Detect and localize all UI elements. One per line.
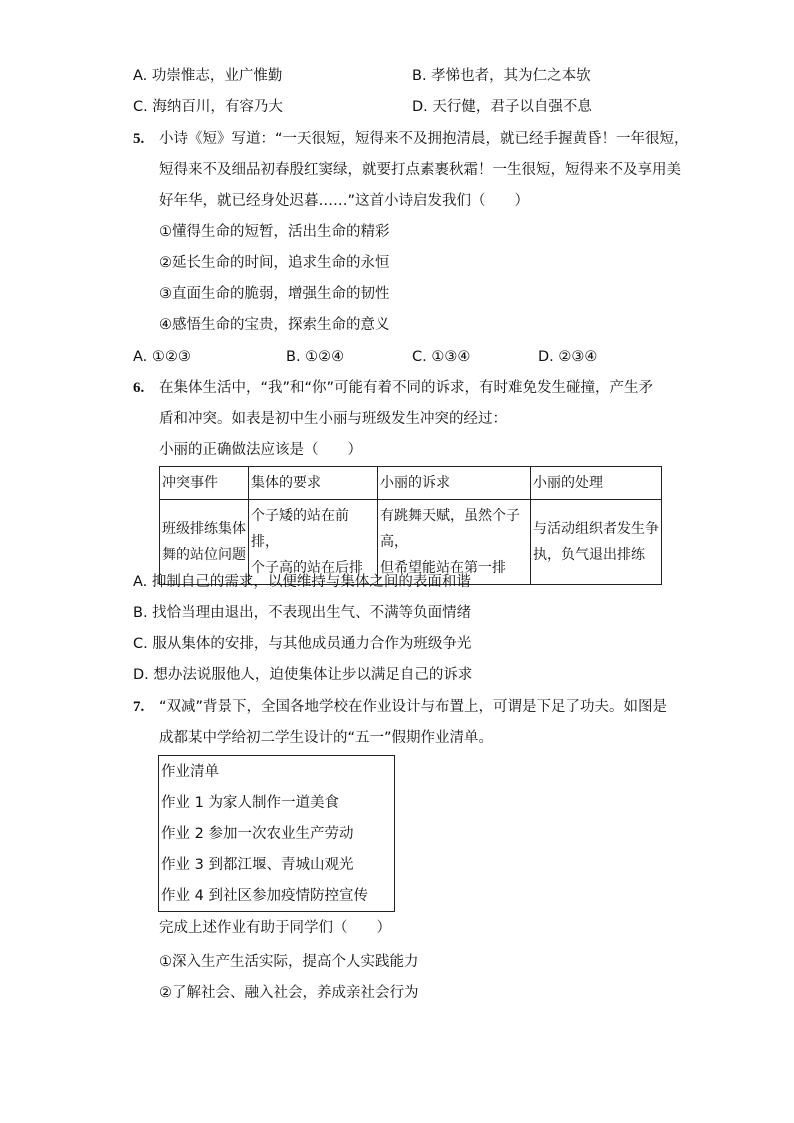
table-header-cell: 小丽的处理 — [531, 467, 662, 500]
homework-item-1: 作业 1 为家人制作一道美食 — [161, 795, 339, 811]
homework-item-4: 作业 4 到社区参加疫情防控宣传 — [161, 888, 368, 904]
table-cell — [531, 500, 662, 585]
q5-item-2: ②延长生命的时间，追求生命的永恒 — [159, 255, 390, 271]
q7-item-1: ①深入生产生活实际，提高个人实践能力 — [159, 954, 419, 970]
q6-option-d: D. 想办法说服他人，迫使集体让步以满足自己的诉求 — [133, 667, 473, 683]
q7-stem-line-1: “双减”背景下，全国各地学校在作业设计与布置上，可谓是下足了功夫。如图是 — [159, 699, 668, 715]
q5-option-a: A. ①②③ — [133, 349, 191, 365]
table-header-row — [160, 467, 662, 500]
homework-list-box — [158, 755, 395, 912]
q5-item-1: ①懂得生命的短暂，活出生命的精彩 — [159, 224, 390, 240]
q4-option-d: D. 天行健，君子以自强不息 — [412, 99, 592, 115]
table-cell-line: 舞的站位问题 — [162, 547, 246, 563]
q5-stem-line-1: 小诗《短》写道：“一天很短，短得来不及拥抱清晨，就已经手握黄昏！一年很短， — [159, 131, 689, 147]
q5-option-c: C. ①③④ — [412, 349, 471, 365]
table-cell-line: 执，负气退出排练 — [533, 547, 645, 563]
table-cell-line: 班级排练集体 — [162, 521, 246, 537]
q4-option-c: C. 海纳百川，有容乃大 — [133, 99, 283, 115]
homework-list-title: 作业清单 — [161, 764, 219, 780]
q5-stem-line-2: 短得来不及细品初春殷红窦绿，就要打点素裹秋霜！一生很短，短得来不及享用美 — [159, 162, 681, 178]
table-cell-line: 但希望能站在第一排 — [380, 560, 506, 576]
q5-option-d: D. ②③④ — [538, 349, 598, 365]
q6-option-b: B. 找恰当理由退出，不表现出生气、不满等负面情绪 — [133, 605, 472, 621]
q4-option-b: B. 孝悌也者，其为仁之本欤 — [412, 68, 591, 84]
q5-option-b: B. ①②④ — [286, 349, 345, 365]
q5-item-3: ③直面生命的脆弱，增强生命的韧性 — [159, 286, 390, 302]
q5-number: 5. — [133, 131, 145, 147]
q7-item-2: ②了解社会、融入社会，养成亲社会行为 — [159, 985, 419, 1001]
q4-option-a: A. 功崇惟志，业广惟勤 — [133, 68, 283, 84]
conflict-table — [159, 466, 662, 585]
q6-option-a: A. 抑制自己的需求，以便维持与集体之间的表面和谐 — [133, 574, 471, 590]
q7-stem-line-2: 成都某中学给初二学生设计的“五一”假期作业清单。 — [159, 730, 494, 746]
q7-number: 7. — [133, 699, 145, 715]
q5-stem-line-3: 好年华，就已经身处迟暮……”这首小诗启发我们（ ） — [159, 193, 530, 209]
homework-item-3: 作业 3 到都江堰、青城山观光 — [161, 857, 354, 873]
table-cell-line: 个子矮的站在前排， — [251, 508, 349, 550]
q6-stem-line-2: 盾和冲突。如表是初中生小丽与班级发生冲突的经过： — [159, 411, 507, 427]
homework-item-2: 作业 2 参加一次农业生产劳动 — [161, 826, 354, 842]
q6-question: 小丽的正确做法应该是（ ） — [159, 442, 362, 458]
table-header-cell: 小丽的诉求 — [378, 467, 531, 500]
table-header-cell: 冲突事件 — [160, 467, 249, 500]
table-header-cell: 集体的要求 — [249, 467, 378, 500]
q6-number: 6. — [133, 380, 145, 396]
table-cell-line: 有跳舞天赋，虽然个子高， — [380, 508, 520, 550]
q7-question: 完成上述作业有助于同学们（ ） — [159, 920, 391, 936]
table-cell-line: 与活动组织者发生争 — [533, 521, 659, 537]
q6-option-c: C. 服从集体的安排，与其他成员通力合作为班级争光 — [133, 636, 472, 652]
q5-item-4: ④感悟生命的宝贵，探索生命的意义 — [159, 317, 390, 333]
q6-stem-line-1: 在集体生活中，“我”和“你”可能有着不同的诉求，有时难免发生碰撞，产生矛 — [159, 380, 654, 396]
table-cell-line: 个子高的站在后排 — [251, 560, 363, 576]
